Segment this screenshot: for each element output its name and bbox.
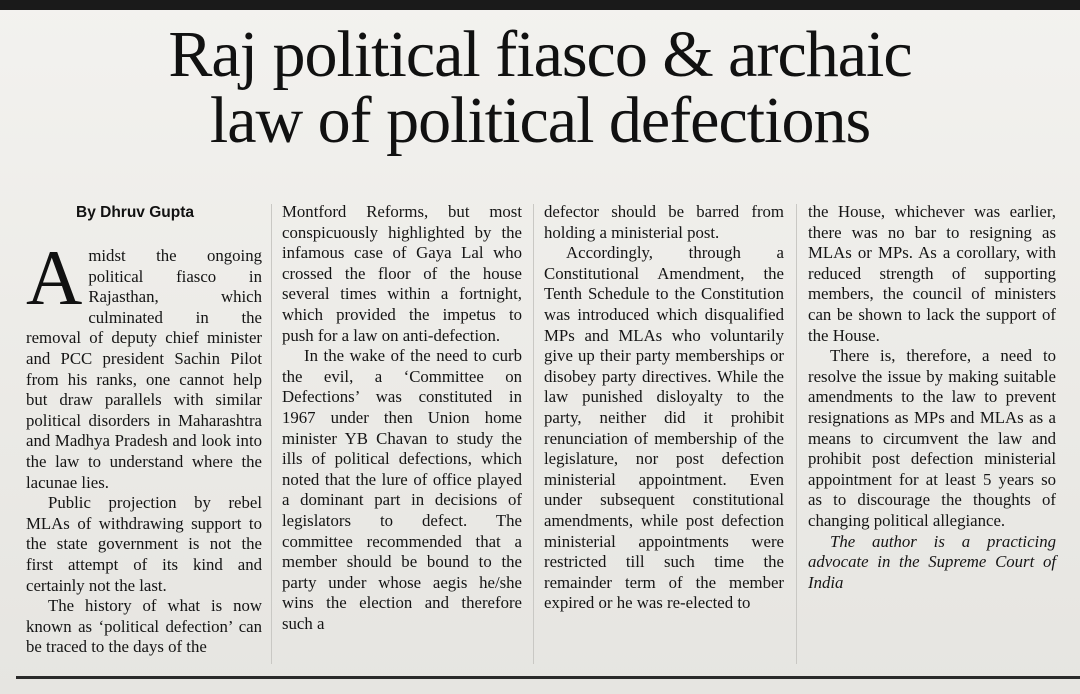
headline-line-1: Raj political fiasco & archaic [168,18,912,91]
col4-paragraph-2: There is, therefore, a need to resolve the issue by making suitable amendments to the law to prevent resignations as MPs and MLAs as a means to circumvent the law and prohibit post defection ministerial appointment for at least 5 years so as to discourage the thoughts of changing political allegiance. [808,346,1056,530]
col2-paragraph-2: In the wake of the need to curb the evil, a ‘Committee on Defections’ was constituted in 1967 under then Union home minister YB Chavan to study the ills of political defections, which noted that the lure of office played a dominant part in decisions of legislators to defect. The committee recommended that a member should be bound to the party under whose aegis he/she wins the election and therefore such a [282,346,522,633]
column-1 [26,234,262,658]
column-divider [796,204,797,664]
byline: By Dhruv Gupta [76,204,194,221]
drop-cap: A [26,234,83,321]
column-divider [271,204,272,664]
column-4 [808,202,1056,593]
col3-paragraph-1: defector should be barred from holding a ministerial post. [544,202,784,242]
col3-paragraph-2: Accordingly, through a Constitutional Amendment, the Tenth Schedule to the Constitution was introduced which disqualified MPs and MLAs who voluntarily give up their party memberships or disobey party directives. While the law punished disloyalty to the party, neither did it prohibit renunciation of membership of the legislature, nor post defection ministerial appointment. Even under subsequent constitutional amendments, while post defection ministerial appointments were restricted till such time the remainder term of the member expired or he was re-elected to [544,243,784,613]
bottom-rule [16,676,1080,679]
col2-paragraph-1: Montford Reforms, but most conspicuously highlighted by the infamous case of Gaya Lal who crossed the floor of the house several times within a fortnight, which provided the impetus to push for a law on anti-defection. [282,202,522,345]
col4-paragraph-1: the House, whichever was earlier, there was no bar to resigning as MLAs or MPs. As a corollary, with reduced strength of supporting members, the council of ministers can be shown to lack the support of the House. [808,202,1056,345]
col1-paragraph-2: Public projection by rebel MLAs of withdrawing support to the state government is not the first attempt of its kind and certainly not the last. [26,493,262,595]
col1-paragraph-3: The history of what is now known as ‘political defection’ can be traced to the days of the [26,596,262,657]
col1-paragraph-1: midst the ongoing political fiasco in Rajasthan, which culminated in the removal of deputy chief minister and PCC president Sachin Pilot from his ranks, one cannot help but draw parallels with similar political disorders in Maharashtra and Madhya Pradesh and look into the law to understand where the lacunae lies. [26,246,262,492]
column-2 [282,202,522,634]
column-divider [533,204,534,664]
column-3 [544,202,784,614]
top-rule [0,0,1080,10]
author-note: The author is a practicing advocate in the Supreme Court of India [808,531,1056,592]
headline [0,18,1080,157]
headline-line-2: law of political defections [209,84,871,157]
